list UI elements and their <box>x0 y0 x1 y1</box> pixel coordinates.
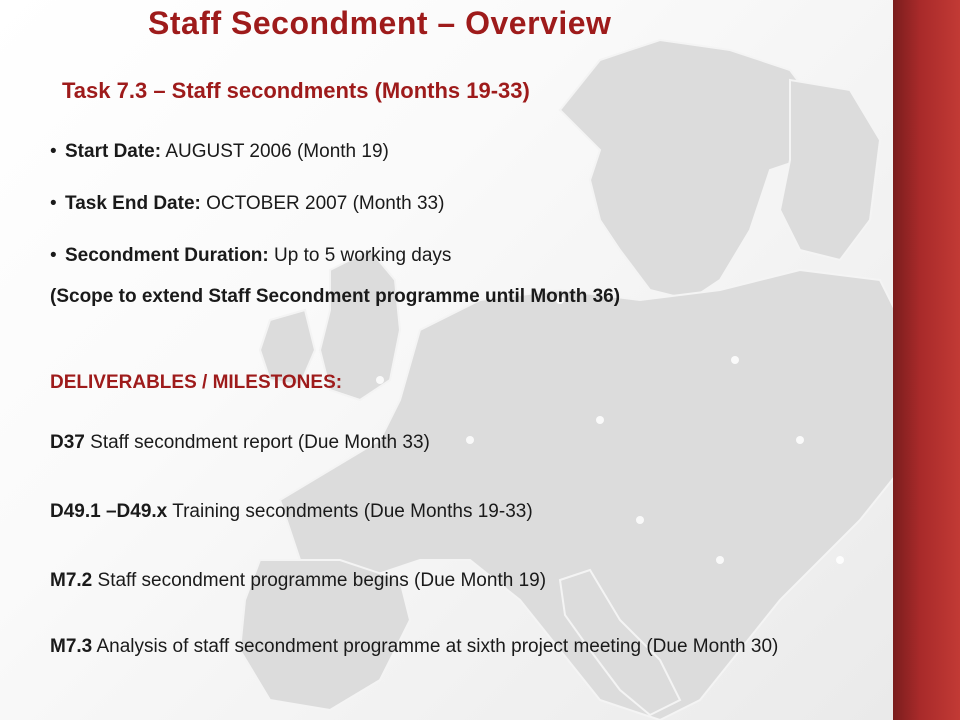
map-finland <box>780 80 880 260</box>
bullet-icon: • <box>50 245 57 266</box>
map-scandinavia <box>560 40 820 300</box>
info-value: OCTOBER 2007 (Month 33) <box>206 193 445 214</box>
info-label: Start Date: <box>65 141 162 162</box>
info-value: AUGUST 2006 (Month 19) <box>165 141 389 162</box>
deliverable-code: D37 <box>50 432 85 453</box>
decorative-side-bar <box>893 0 960 720</box>
info-start-date <box>50 138 451 165</box>
deliverable-code: D49.1 –D49.x <box>50 501 168 522</box>
slide-subtitle: Task 7.3 – Staff secondments (Months 19-33) <box>62 78 530 103</box>
deliverables-heading: DELIVERABLES / MILESTONES: <box>50 372 343 393</box>
deliverable-text: Staff secondment programme begins (Due Month 19) <box>97 570 547 591</box>
deliverable-item <box>50 635 890 658</box>
deliverable-item <box>50 500 890 523</box>
deliverable-text: Training secondments (Due Months 19-33) <box>172 501 533 522</box>
scope-note: (Scope to extend Staff Secondment programme until Month 36) <box>50 286 621 307</box>
bullet-icon: • <box>50 141 57 162</box>
task-info-list <box>50 138 451 294</box>
info-label: Secondment Duration: <box>65 245 269 266</box>
deliverable-item <box>50 569 890 592</box>
info-value: Up to 5 working days <box>274 245 452 266</box>
info-end-date <box>50 190 451 217</box>
bullet-icon: • <box>50 193 57 214</box>
deliverable-code: M7.3 <box>50 636 93 657</box>
info-duration <box>50 242 451 269</box>
slide-title: Staff Secondment – Overview <box>148 5 612 41</box>
info-label: Task End Date: <box>65 193 201 214</box>
deliverable-text: Staff secondment report (Due Month 33) <box>90 432 430 453</box>
deliverable-code: M7.2 <box>50 570 93 591</box>
deliverable-text: Analysis of staff secondment programme at sixth project meeting (Due Month 30) <box>96 636 779 657</box>
deliverable-item <box>50 431 890 454</box>
